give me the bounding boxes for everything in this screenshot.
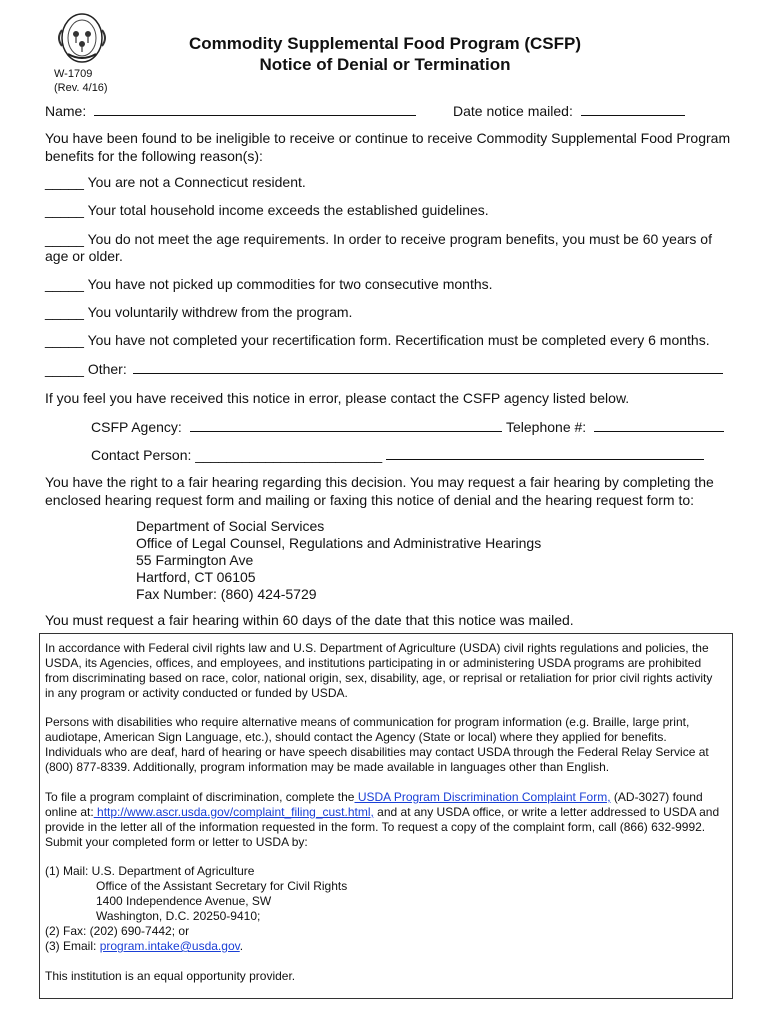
complaint-text: To file a program complaint of discrimination, complete the [45,790,355,804]
reason-checkbox-blank[interactable]: _____ [45,202,84,218]
reason-item [45,231,725,265]
reason-text: Your total household income exceeds the established guidelines. [87,202,489,218]
reason-text: Other: [87,361,127,377]
reason-text: You have not completed your recertification form. Recertification must be completed every 6 months. [87,332,710,348]
telephone-field-row [506,417,724,435]
title-line-1: Commodity Supplemental Food Program (CSFP) [189,34,581,53]
form-number: W-1709 [54,68,93,80]
reason-checkbox-blank[interactable]: _____ [45,231,84,247]
contact-person-line[interactable] [386,445,704,460]
contact-field-row [91,445,704,463]
name-label: Name: [45,103,87,119]
title-line-2: Notice of Denial or Termination [259,55,511,74]
complaint-text: (AD-3027) found online at: [45,790,703,819]
reason-item [45,332,725,349]
other-reason-field[interactable] [133,360,723,374]
email-label: (3) Email: [45,939,100,953]
equal-opportunity-statement: This institution is an equal opportunity provider. [45,969,296,983]
intro-paragraph: You have been found to be ineligible to receive or continue to receive Commodity Supplemental Food Program benefits for the following reason(s): [45,130,731,164]
agency-field-row [91,417,502,435]
mail-address-line: Washington, D.C. 20250-9410; [96,909,261,923]
contact-person-field[interactable]: ________________________ [195,447,383,463]
email-option [45,939,243,954]
address-line: 55 Farmington Ave [136,552,254,568]
csfp-agency-field[interactable] [190,417,502,432]
date-label: Date notice mailed: [453,103,573,119]
fax-option: (2) Fax: (202) 690-7442; or [45,924,190,938]
address-line: Hartford, CT 06105 [136,569,256,585]
ascr-url-link[interactable]: http://www.ascr.usda.gov/complaint_filing_cust.html, [93,805,374,819]
reason-item [45,276,725,293]
complaint-paragraph [45,790,725,850]
mail-address-line: 1400 Independence Avenue, SW [96,894,272,908]
mail-address-line: Office of the Assistant Secretary for Civil Rights [96,879,348,893]
reason-item [45,174,725,191]
disabilities-paragraph: Persons with disabilities who require alternative means of communication for program information (e.g. Braille, large print, audiotape, American Sign Language, etc.), should contact the Agency (State or local) where they applied for benefits. Individuals who are deaf, hard of hearing or have speech disabilities may contact USDA through the Federal Relay Service at (800) 877-8339. Additionally, program information may be made available in languages other than English. [45,715,709,774]
deadline-paragraph: You must request a fair hearing within 60 days of the date that this notice was mailed. [45,612,574,628]
telephone-label: Telephone #: [506,419,587,435]
civil-rights-paragraph: In accordance with Federal civil rights law and U.S. Department of Agriculture (USDA) civil rights regulations and policies, the USDA, its Agencies, offices, and employees, and institutions participating in or administering USDA programs are prohibited from discriminating based on race, color, national origin, sex, disability, age, or reprisal or retaliation for prior civil rights activity in any program or activity conducted or funded by USDA. [45,641,713,700]
name-field[interactable] [94,101,416,116]
reason-item-other [45,360,725,378]
document-title [0,33,770,75]
email-link[interactable]: program.intake@usda.gov [99,939,240,953]
contact-label: Contact Person: [91,447,192,463]
reason-item [45,202,725,219]
fax-number: Fax Number: (860) 424-5729 [136,586,317,602]
reason-text: You do not meet the age requirements. In order to receive program benefits, you must be 60 years of age or older. [45,231,712,264]
complaint-form-link[interactable]: USDA Program Discrimination Complaint Form, [354,790,611,804]
email-period: . [239,939,244,953]
address-line: Office of Legal Counsel, Regulations and Administrative Hearings [136,535,542,551]
reason-text: You voluntarily withdrew from the program. [87,304,353,320]
agency-label: CSFP Agency: [91,419,182,435]
reason-checkbox-blank[interactable]: _____ [45,304,84,320]
reason-checkbox-blank[interactable]: _____ [45,361,84,377]
dss-address [136,518,541,603]
address-line: Department of Social Services [136,518,325,534]
error-paragraph: If you feel you have received this notice in error, please contact the CSFP agency listed below. [45,390,630,406]
reason-text: You are not a Connecticut resident. [87,174,306,190]
reason-item [45,304,725,321]
reason-checkbox-blank[interactable]: _____ [45,332,84,348]
reason-text: You have not picked up commodities for two consecutive months. [87,276,493,292]
reason-checkbox-blank[interactable]: _____ [45,276,84,292]
form-revision: (Rev. 4/16) [54,82,108,94]
telephone-field[interactable] [594,417,724,432]
mail-option: (1) Mail: U.S. Department of Agriculture [45,864,255,878]
hearing-paragraph: You have the right to a fair hearing regarding this decision. You may request a fair hearing by completing the enclosed hearing request form and mailing or faxing this notice of denial and the hearing request form to: [45,474,714,508]
date-field-row [453,101,685,119]
reason-checkbox-blank[interactable]: _____ [45,174,84,190]
complaint-text: and at any USDA office, or write a letter addressed to USDA and provide in the letter all of the information requested in the form. To request a copy of the complaint form, call (866) 632-9992. Submit your completed form or letter to USDA by: [45,805,720,849]
date-mailed-field[interactable] [581,101,685,116]
name-field-row [45,101,416,119]
